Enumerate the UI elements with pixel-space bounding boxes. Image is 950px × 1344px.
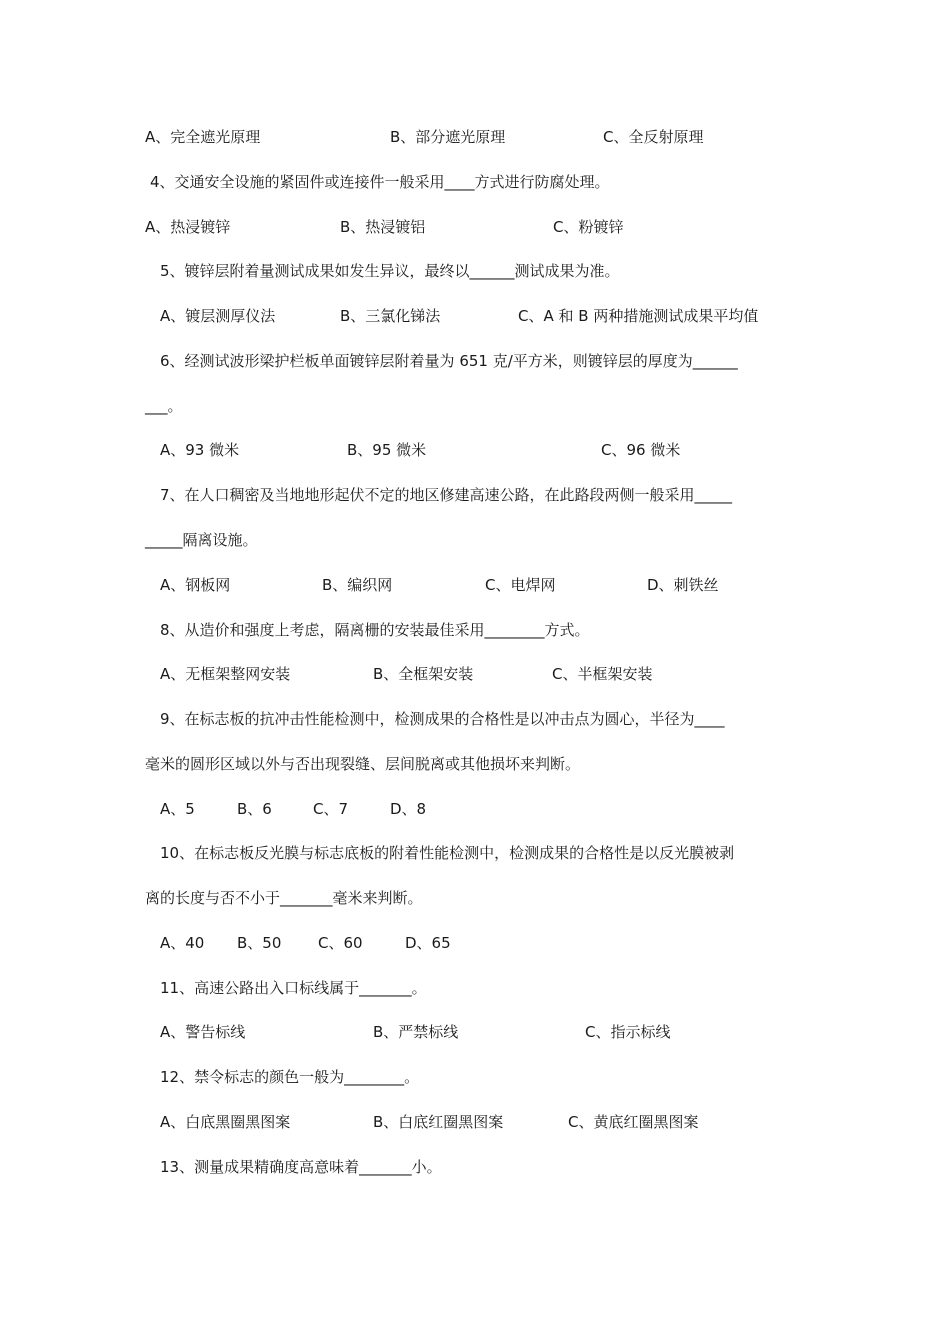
- q9-option-b: B、6: [237, 800, 272, 818]
- q3-option-c: C、全反射原理: [603, 128, 704, 146]
- q7-option-d: D、刺铁丝: [647, 576, 719, 594]
- q12-option-a: A、白底黑圈黑图案: [160, 1113, 291, 1131]
- q12-text: 12、禁令标志的颜色一般为________。: [160, 1068, 420, 1086]
- q9-text-line1: 9、在标志板的抗冲击性能检测中，检测成果的合格性是以冲击点为圆心，半径为____: [160, 710, 725, 728]
- q3-option-b: B、部分遮光原理: [390, 128, 506, 146]
- q11-option-a: A、警告标线: [160, 1023, 246, 1041]
- q8-option-b: B、全框架安装: [373, 665, 474, 683]
- q4-option-c: C、粉镀锌: [553, 218, 624, 236]
- q4-option-b: B、热浸镀铝: [340, 218, 426, 236]
- q10-option-c: C、60: [318, 934, 363, 952]
- q6-option-a: A、93 微米: [160, 441, 240, 459]
- q11-text: 11、高速公路出入口标线属于_______。: [160, 979, 427, 997]
- q8-option-a: A、无框架整网安装: [160, 665, 291, 683]
- q8-option-c: C、半框架安装: [552, 665, 653, 683]
- q12-option-c: C、黄底红圈黑图案: [568, 1113, 699, 1131]
- q10-option-d: D、65: [405, 934, 451, 952]
- q4-option-a: A、热浸镀锌: [145, 218, 231, 236]
- q8-text: 8、从造价和强度上考虑，隔离栅的安装最佳采用________方式。: [160, 621, 590, 639]
- q6-option-b: B、95 微米: [347, 441, 427, 459]
- q9-option-d: D、8: [390, 800, 427, 818]
- q13-text: 13、测量成果精确度高意味着_______小。: [160, 1158, 442, 1176]
- q5-text: 5、镀锌层附着量测试成果如发生异议，最终以______测试成果为准。: [160, 262, 620, 280]
- q10-option-b: B、50: [237, 934, 282, 952]
- q5-option-c: C、A 和 B 两种措施测试成果平均值: [518, 307, 759, 325]
- q9-text-line2: 毫米的圆形区域以外与否出现裂缝、层间脱离或其他损坏来判断。: [145, 755, 581, 773]
- q10-text-line1: 10、在标志板反光膜与标志底板的附着性能检测中，检测成果的合格性是以反光膜被剥: [160, 844, 735, 862]
- q7-option-a: A、钢板网: [160, 576, 231, 594]
- q7-text-line1: 7、在人口稠密及当地地形起伏不定的地区修建高速公路，在此路段两侧一般采用_____: [160, 486, 733, 504]
- q5-option-a: A、镀层测厚仪法: [160, 307, 276, 325]
- q11-option-b: B、严禁标线: [373, 1023, 459, 1041]
- q12-option-b: B、白底红圈黑图案: [373, 1113, 504, 1131]
- q7-text-line2: _____隔离设施。: [145, 531, 258, 549]
- q10-option-a: A、40: [160, 934, 205, 952]
- q6-option-c: C、96 微米: [601, 441, 681, 459]
- q5-option-b: B、三氯化锑法: [340, 307, 441, 325]
- q3-option-a: A、完全遮光原理: [145, 128, 261, 146]
- q9-option-c: C、7: [313, 800, 349, 818]
- q7-option-b: B、编织网: [322, 576, 393, 594]
- q6-text-line2: ___。: [145, 397, 183, 415]
- q9-option-a: A、5: [160, 800, 195, 818]
- q11-option-c: C、指示标线: [585, 1023, 671, 1041]
- q4-text: 4、交通安全设施的紧固件或连接件一般采用____方式进行防腐处理。: [150, 173, 610, 191]
- q7-option-c: C、电焊网: [485, 576, 556, 594]
- q10-text-line2: 离的长度与否不小于_______毫米来判断。: [145, 889, 423, 907]
- q6-text-line1: 6、经测试波形梁护栏板单面镀锌层附着量为 651 克/平方米，则镀锌层的厚度为______: [160, 352, 738, 370]
